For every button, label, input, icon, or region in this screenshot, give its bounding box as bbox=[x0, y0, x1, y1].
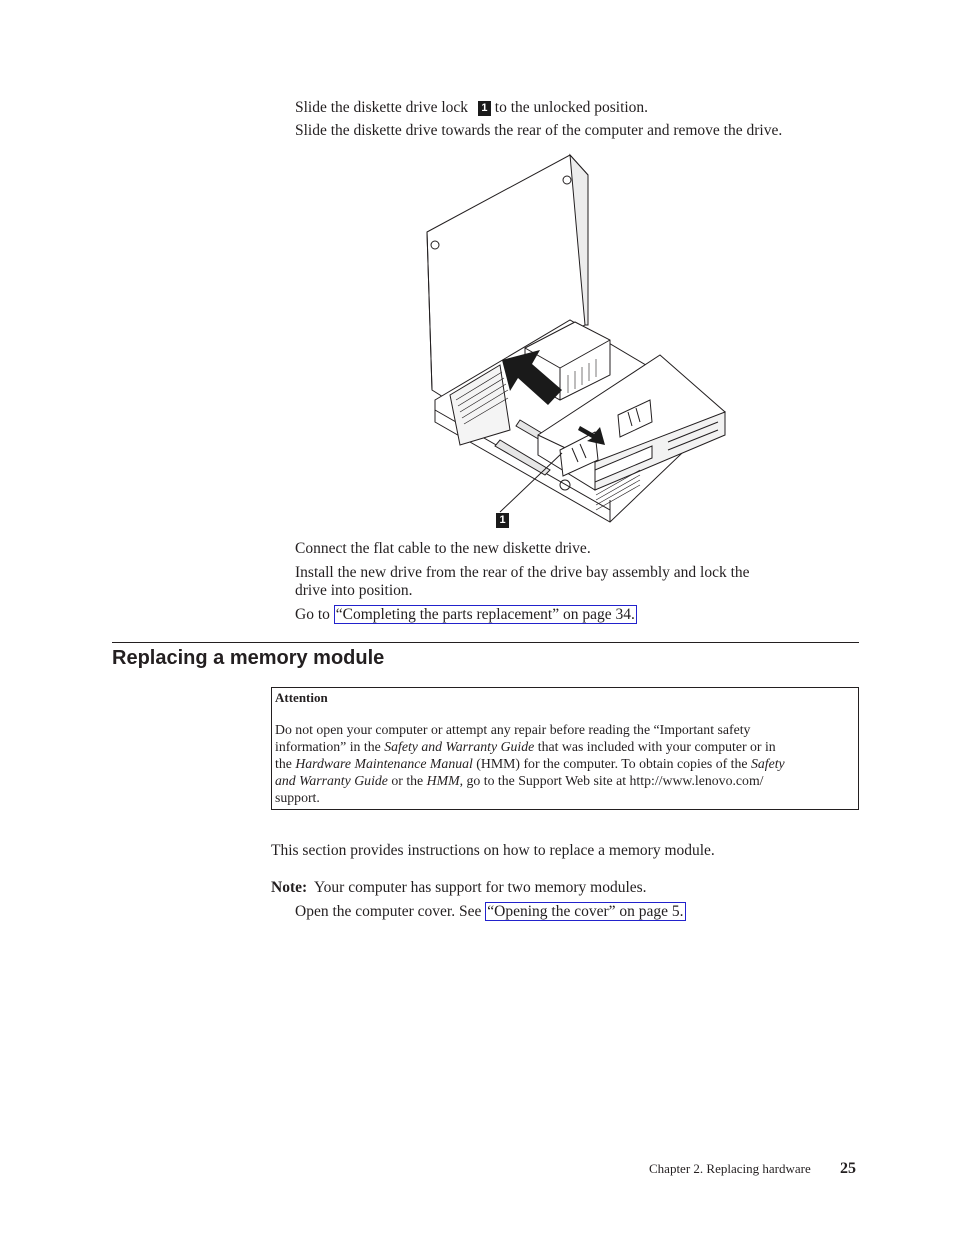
step-text: Open the computer cover. See bbox=[295, 903, 482, 920]
attention-text: that was included with your computer or in bbox=[534, 739, 776, 754]
intro-paragraph: This section provides instructions on how to replace a memory module. bbox=[271, 842, 715, 859]
note-label: Note: bbox=[271, 879, 308, 896]
attention-italic: HMM bbox=[426, 773, 460, 788]
attention-italic: Safety and Warranty Guide bbox=[384, 739, 535, 754]
page-number: 25 bbox=[840, 1160, 856, 1177]
attention-title: Attention bbox=[275, 690, 328, 705]
attention-text: information” in the bbox=[275, 739, 385, 754]
step-text: Slide the diskette drive lock bbox=[295, 99, 469, 116]
step-open-cover bbox=[295, 903, 686, 921]
attention-text: or the bbox=[387, 773, 427, 788]
completing-parts-link[interactable]: “Completing the parts replacement” on page 34. bbox=[335, 606, 635, 623]
attention-line bbox=[275, 755, 853, 772]
step-lock-diskette bbox=[295, 99, 648, 117]
attention-italic: Safety bbox=[750, 756, 785, 771]
diskette-removal-figure bbox=[420, 150, 740, 535]
attention-body bbox=[275, 721, 853, 806]
footer-chapter: Chapter 2. Replacing hardware bbox=[649, 1161, 811, 1176]
attention-text: the bbox=[275, 756, 296, 771]
attention-line: Do not open your computer or attempt any repair before reading the “Important safety bbox=[275, 722, 751, 737]
step-connect-cable: Connect the flat cable to the new diskette drive. bbox=[295, 540, 591, 557]
callout-badge: 1 bbox=[478, 101, 491, 116]
note-text: Your computer has support for two memory modules. bbox=[314, 879, 647, 896]
note bbox=[271, 879, 647, 897]
attention-text: (HMM) for the computer. To obtain copies of the bbox=[472, 756, 751, 771]
step-goto bbox=[295, 606, 637, 624]
attention-line: support. bbox=[275, 790, 320, 805]
figure-callout-1: 1 bbox=[496, 513, 509, 528]
section-rule bbox=[112, 642, 859, 643]
step-install-drive-line2: drive into position. bbox=[295, 582, 413, 599]
opening-cover-link[interactable]: “Opening the cover” on page 5. bbox=[487, 903, 684, 920]
attention-italic: and Warranty Guide bbox=[275, 773, 388, 788]
computer-illustration bbox=[420, 150, 740, 535]
attention-italic: Hardware Maintenance Manual bbox=[295, 756, 473, 771]
attention-line bbox=[275, 772, 853, 789]
section-title: Replacing a memory module bbox=[112, 647, 385, 669]
step-text: to the unlocked position. bbox=[494, 99, 649, 116]
step-remove-drive: Slide the diskette drive towards the rear of the computer and remove the drive. bbox=[295, 122, 783, 139]
step-install-drive-line1: Install the new drive from the rear of the drive bay assembly and lock the bbox=[295, 564, 750, 581]
attention-box bbox=[271, 687, 859, 810]
attention-line bbox=[275, 738, 853, 755]
attention-text: , go to the Support Web site at http://www.lenovo.com/ bbox=[459, 773, 764, 788]
step-text: Go to bbox=[295, 606, 330, 623]
